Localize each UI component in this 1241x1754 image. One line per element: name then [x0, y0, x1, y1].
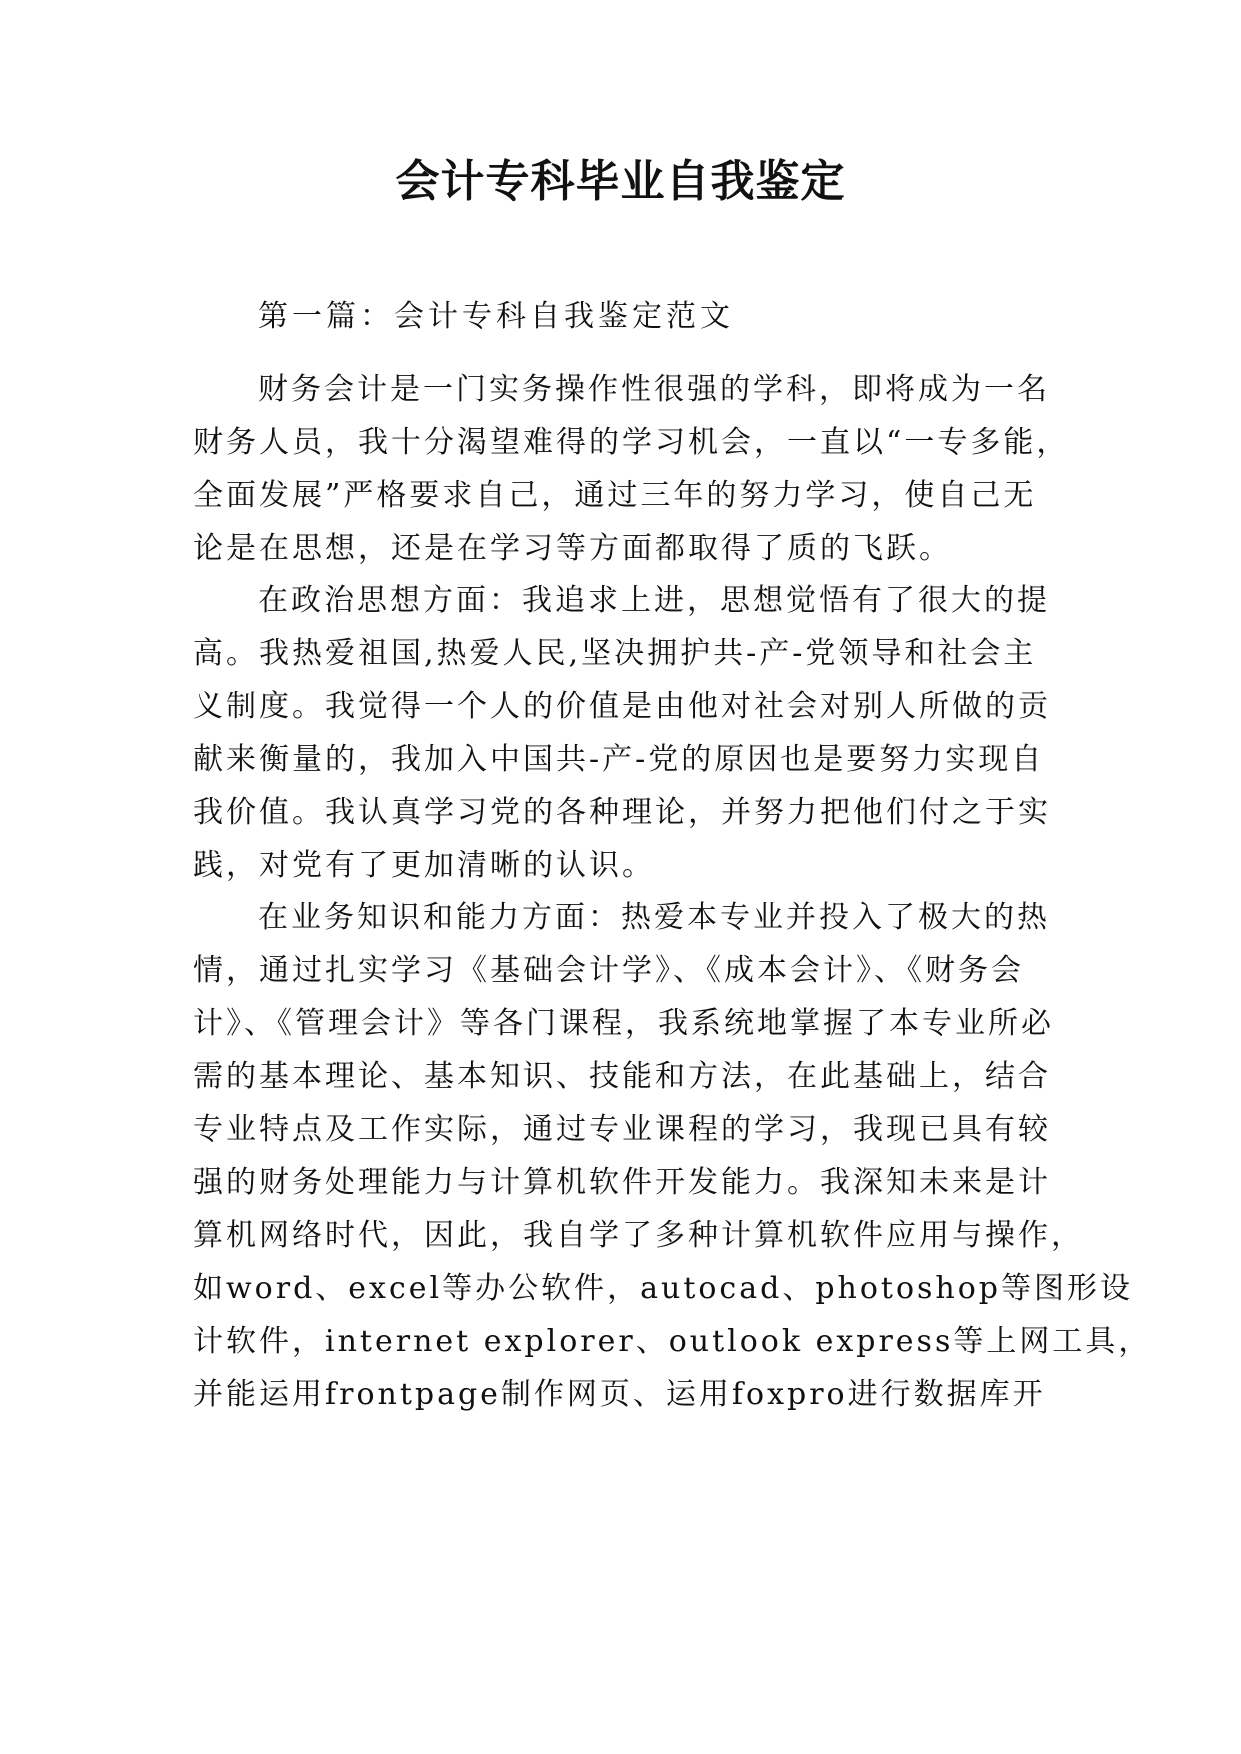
body-line: 强的财务处理能力与计算机软件开发能力。我深知未来是计 [193, 1165, 1051, 1200]
body-line: 需的基本理论、基本知识、技能和方法，在此基础上，结合 [193, 1059, 1051, 1094]
body-line: 高。我热爱祖国,热爱人民,坚决拥护共-产-党领导和社会主 [193, 636, 1037, 671]
body-line: 如word、excel等办公软件，autocad、photoshop等图形设 [193, 1271, 1134, 1306]
body-line: 计软件，internet explorer、outlook express等上网工具， [193, 1324, 1152, 1359]
body-line: 践，对党有了更加清晰的认识。 [193, 848, 655, 883]
document-title: 会计专科毕业自我鉴定 [395, 156, 846, 207]
body-line: 在业务知识和能力方面：热爱本专业并投入了极大的热 [258, 900, 1050, 935]
section-heading: 第一篇：会计专科自我鉴定范文 [258, 299, 734, 334]
body-line: 在政治思想方面：我追求上进，思想觉悟有了很大的提 [258, 583, 1050, 618]
body-line: 财务会计是一门实务操作性很强的学科，即将成为一名 [258, 372, 1050, 407]
body-line: 并能运用frontpage制作网页、运用foxpro进行数据库开 [193, 1377, 1046, 1412]
body-line: 全面发展”严格要求自己，通过三年的努力学习，使自己无 [193, 478, 1037, 513]
body-line: 论是在思想，还是在学习等方面都取得了质的飞跃。 [193, 531, 952, 566]
body-line: 情，通过扎实学习《基础会计学》、《成本会计》、《财务会 [193, 953, 1024, 988]
body-line: 计》、《管理会计》等各门课程，我系统地掌握了本专业所必 [193, 1006, 1054, 1041]
body-line: 我价值。我认真学习党的各种理论，并努力把他们付之于实 [193, 795, 1051, 830]
body-line: 专业特点及工作实际，通过专业课程的学习，我现已具有较 [193, 1112, 1051, 1147]
body-line: 献来衡量的，我加入中国共-产-党的原因也是要努力实现自 [193, 742, 1045, 777]
body-line: 算机网络时代，因此，我自学了多种计算机软件应用与操作， [193, 1218, 1084, 1253]
body-line: 义制度。我觉得一个人的价值是由他对社会对别人所做的贡 [193, 689, 1051, 724]
body-line: 财务人员，我十分渴望难得的学习机会，一直以“一专多能， [193, 425, 1070, 460]
